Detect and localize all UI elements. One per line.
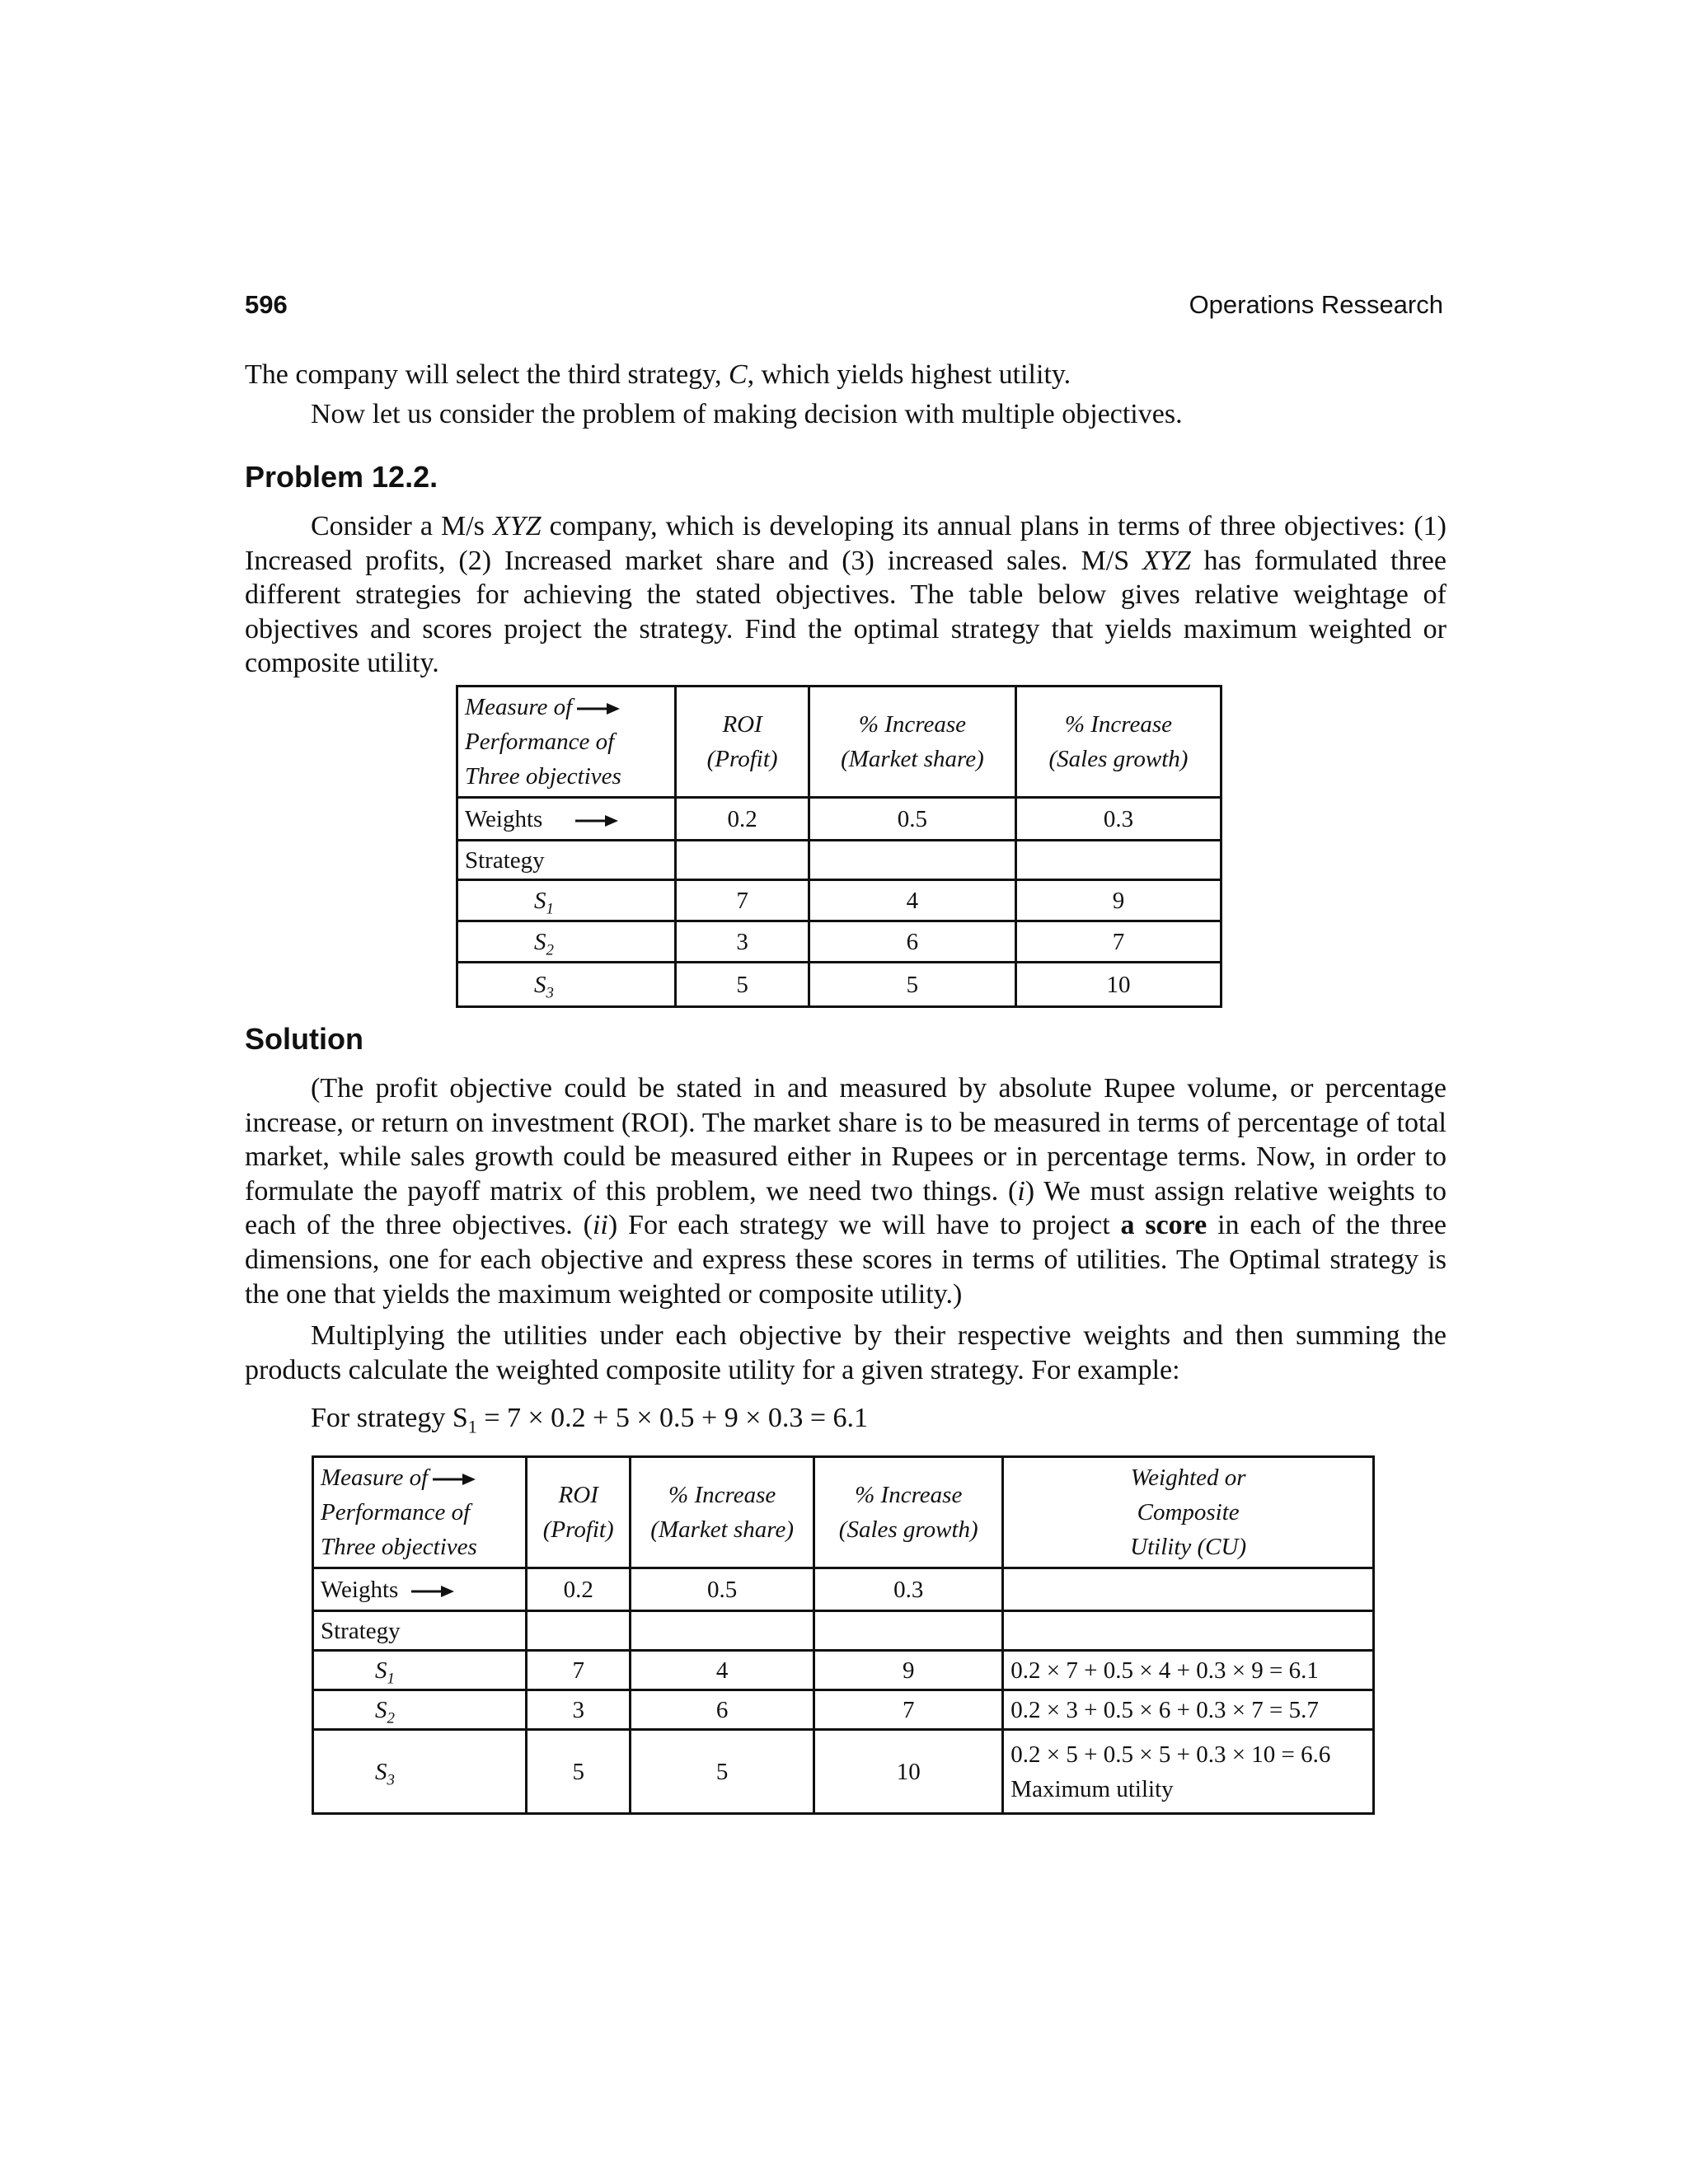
strategy-subscript: 3 <box>387 1771 395 1789</box>
table-cell <box>814 1611 1003 1651</box>
composite-formula: 0.2 × 7 + 0.5 × 4 + 0.3 × 9 = 6.1 <box>1003 1651 1374 1690</box>
header-text: % Increase <box>1064 711 1173 738</box>
table-cell: 4 <box>631 1651 814 1690</box>
table-cell: 0.3 <box>814 1568 1003 1611</box>
table-cell: 5 <box>527 1730 631 1814</box>
header-text: Weighted or <box>1130 1465 1246 1491</box>
composite-utility-header <box>1003 1457 1374 1568</box>
strategy-subscript: 2 <box>546 941 554 959</box>
arrow-right-icon <box>411 1586 454 1597</box>
solution-paragraph-1 <box>245 1071 1447 1311</box>
table-cell: 5 <box>631 1730 814 1814</box>
intro-text: , which yields highest utility. <box>747 359 1071 390</box>
header-text: (Market share) <box>650 1516 794 1543</box>
table-cell: 0.5 <box>809 798 1015 841</box>
header-text: (Profit) <box>542 1516 614 1543</box>
measure-header <box>313 1457 527 1568</box>
table-cell: 9 <box>814 1651 1003 1690</box>
label-text: Weights <box>465 805 543 832</box>
table-cell: 7 <box>676 880 809 921</box>
strategy-letter: S <box>534 887 546 914</box>
arrow-right-icon <box>577 703 620 715</box>
header-text: (Profit) <box>706 746 778 772</box>
table-cell: 6 <box>631 1690 814 1730</box>
problem-text: has formulated three different strategies for achieving the stated objectives. The table below gives relative weightage of objectives and scores project the strategy. Find the optimal strategy that yields maximum weighted or composite utility. <box>245 545 1447 679</box>
table-cell: 4 <box>809 880 1015 921</box>
header-text: Utility (CU) <box>1130 1534 1247 1560</box>
header-text: ROI <box>722 711 762 738</box>
table-cell <box>631 1611 814 1651</box>
strategy-subscript: 2 <box>387 1709 395 1727</box>
strategy-c: C <box>728 359 748 390</box>
table-cell: 0.2 <box>676 798 809 841</box>
solution-heading: Solution <box>245 1022 363 1056</box>
table-cell: 10 <box>1015 963 1221 1007</box>
strategy-letter: S <box>375 1696 387 1723</box>
weights-label <box>313 1568 527 1611</box>
table-cell <box>1003 1568 1374 1611</box>
problem-paragraph <box>245 509 1447 681</box>
table-cell: 0.5 <box>631 1568 814 1611</box>
table-cell <box>1003 1611 1374 1651</box>
measure-header <box>457 687 676 798</box>
header-text: % Increase <box>858 711 966 738</box>
composite-utility-table <box>312 1455 1375 1815</box>
strategy-name <box>457 921 676 963</box>
table-cell: 5 <box>676 963 809 1007</box>
strategy-subscript: 1 <box>546 900 554 918</box>
strategy-name <box>457 880 676 921</box>
intro-line-1 <box>245 358 1447 392</box>
sales-growth-header <box>1015 687 1221 798</box>
sales-growth-header <box>814 1457 1003 1568</box>
strategy-label: Strategy <box>457 841 676 880</box>
equation-subscript: 1 <box>467 1416 477 1437</box>
header-text: (Sales growth) <box>838 1516 978 1543</box>
strategy-letter: S <box>375 1758 387 1785</box>
strategy-letter: S <box>375 1657 387 1684</box>
company-name: XYZ <box>492 511 542 541</box>
roman-numeral: ii <box>592 1210 608 1241</box>
solution-text: ) We must assign relative weights to each of the three objectives. ( <box>245 1175 1447 1241</box>
table-cell: 0.2 <box>527 1568 631 1611</box>
table-row <box>457 921 1221 963</box>
intro-line-2: Now let us consider the problem of making decision with multiple objectives. <box>311 399 1183 429</box>
maximum-utility-note: Maximum utility <box>1010 1775 1174 1802</box>
header-text: (Sales growth) <box>1048 746 1189 772</box>
table-cell <box>527 1611 631 1651</box>
weights-row <box>313 1568 1374 1611</box>
problem-text: Consider a M/s <box>311 511 493 541</box>
table-cell: 3 <box>527 1690 631 1730</box>
header-text: Three objectives <box>465 763 621 790</box>
table-row <box>313 1651 1374 1690</box>
composite-formula: 0.2 × 5 + 0.5 × 5 + 0.3 × 10 = 6.6 <box>1010 1741 1331 1768</box>
strategy-name <box>457 963 676 1007</box>
strategy-label-row <box>313 1611 1374 1651</box>
strategy-subscript: 3 <box>546 984 554 1002</box>
table-cell <box>1015 841 1221 880</box>
header-text: (Market share) <box>841 746 984 772</box>
bold-term: a score <box>1120 1210 1207 1241</box>
header-text: Measure of <box>465 694 573 720</box>
table-cell: 9 <box>1015 880 1221 921</box>
weights-label <box>457 798 676 841</box>
solution-text: (The profit objective could be stated in and measured by absolute Rupee volume, or percentage increase, or return on investment (ROI). The market share is to be measured in terms of percentage of total market, while sales growth could be measured either in Rupees or in percentage terms. Now, in order to formulate the payoff matrix of this problem, we need two things. ( <box>245 1073 1447 1207</box>
header-text: Performance of <box>321 1499 471 1526</box>
table-cell: 6 <box>809 921 1015 963</box>
strategy-name <box>313 1651 527 1690</box>
example-equation <box>311 1401 868 1436</box>
market-share-header <box>809 687 1015 798</box>
market-share-header <box>631 1457 814 1568</box>
table-cell: 7 <box>814 1690 1003 1730</box>
table-cell: 10 <box>814 1730 1003 1814</box>
arrow-right-icon <box>433 1474 476 1485</box>
table-cell: 5 <box>809 963 1015 1007</box>
strategy-label-row <box>457 841 1221 880</box>
table-cell <box>676 841 809 880</box>
table-cell: 7 <box>1015 921 1221 963</box>
problem-heading: Problem 12.2. <box>245 460 438 494</box>
table-cell <box>809 841 1015 880</box>
table-header-row <box>457 687 1221 798</box>
composite-formula: 0.2 × 3 + 0.5 × 6 + 0.3 × 7 = 5.7 <box>1003 1690 1374 1730</box>
solution-text: ) For each strategy we will have to project <box>607 1210 1121 1241</box>
header-text: % Increase <box>855 1482 963 1508</box>
table-row <box>313 1690 1374 1730</box>
roi-header <box>527 1457 631 1568</box>
header-text: Composite <box>1137 1499 1240 1526</box>
solution-paragraph-2: Multiplying the utilities under each objective by their respective weights and then summing the products calculate the weighted composite utility for a given strategy. For example: <box>245 1320 1447 1385</box>
table-cell: 7 <box>527 1651 631 1690</box>
strategy-name <box>313 1730 527 1814</box>
label-text: Weights <box>321 1576 399 1603</box>
strategy-label: Strategy <box>313 1611 527 1651</box>
solution-text: in each of the three dimensions, one for each objective and express these scores in terms of utilities. The Optimal strategy is the one that yields the maximum weighted or composite utility.) <box>245 1210 1447 1310</box>
objectives-table <box>456 685 1222 1008</box>
roman-numeral: i <box>1017 1175 1025 1207</box>
table-header-row <box>313 1457 1374 1568</box>
composite-formula-cell <box>1003 1730 1374 1814</box>
equation-text: = 7 × 0.2 + 5 × 0.5 + 9 × 0.3 = 6.1 <box>476 1403 869 1433</box>
header-text: Measure of <box>321 1465 429 1491</box>
strategy-subscript: 1 <box>387 1670 395 1688</box>
intro-text: The company will select the third strategy, <box>245 359 729 390</box>
table-cell: 3 <box>676 921 809 963</box>
strategy-letter: S <box>534 971 546 998</box>
header-text: % Increase <box>668 1482 776 1508</box>
running-title: Operations Ressearch <box>1189 290 1443 319</box>
problem-text: company, which is developing its annual plans in terms of three objectives: (1) Increased profits, (2) Increased market share and (3) increased sales. M/S <box>245 511 1447 576</box>
weights-row <box>457 798 1221 841</box>
roi-header <box>676 687 809 798</box>
header-text: Performance of <box>465 729 615 755</box>
equation-text: For strategy S <box>311 1403 468 1433</box>
arrow-right-icon <box>575 815 618 827</box>
strategy-letter: S <box>534 928 546 955</box>
table-cell: 0.3 <box>1015 798 1221 841</box>
table-row <box>457 963 1221 1007</box>
table-row <box>457 880 1221 921</box>
header-text: Three objectives <box>321 1534 477 1560</box>
table-row <box>313 1730 1374 1814</box>
company-name: XYZ <box>1142 545 1191 576</box>
page-number: 596 <box>245 290 288 319</box>
header-text: ROI <box>558 1482 598 1508</box>
strategy-name <box>313 1690 527 1730</box>
